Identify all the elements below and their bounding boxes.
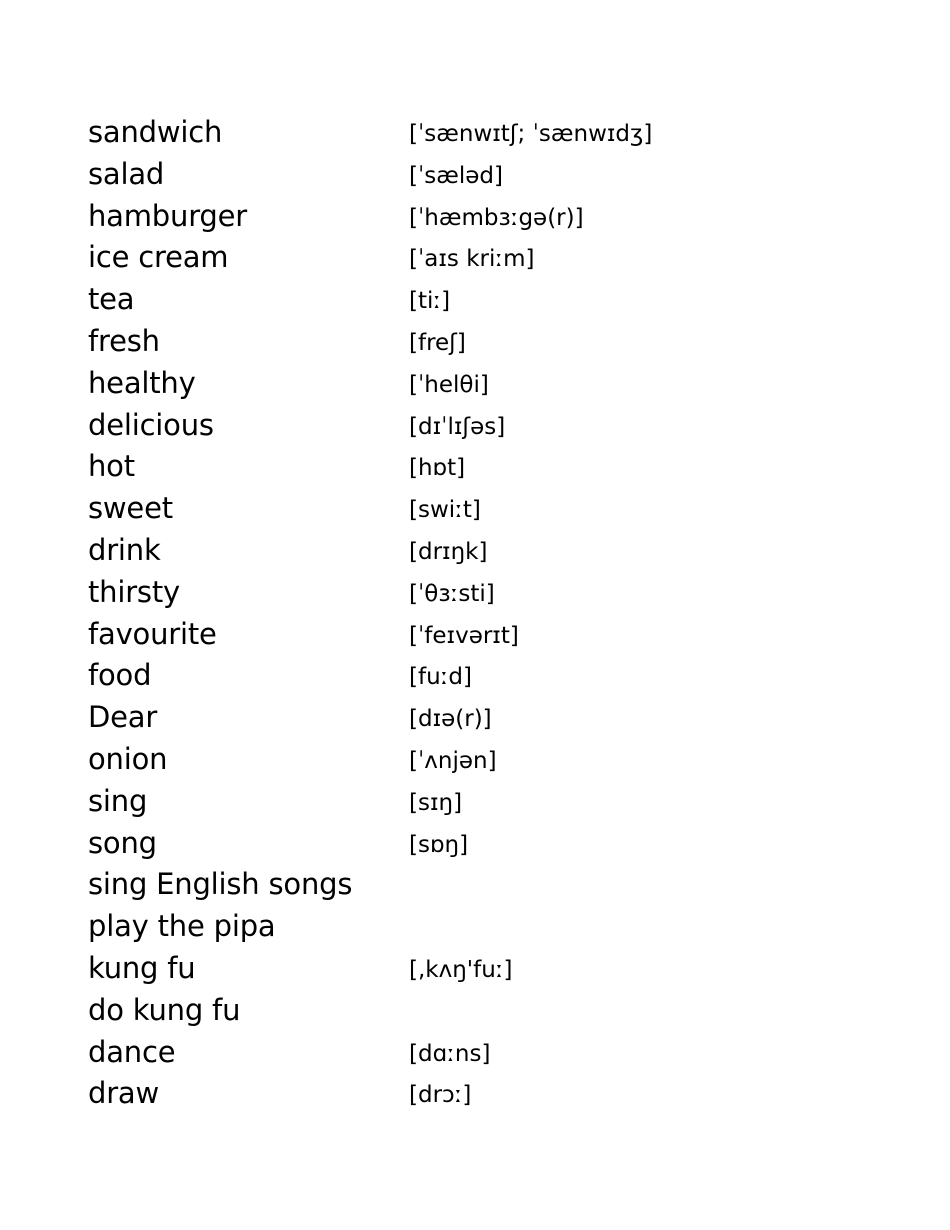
vocab-word: tea: [88, 282, 135, 317]
vocab-row: [88, 488, 868, 530]
vocab-phonetic: [hɒt]: [409, 455, 466, 482]
vocab-phonetic: [ˈsænwɪtʃ; ˈsænwɪdʒ]: [409, 121, 653, 147]
vocab-phonetic: [swiːt]: [409, 497, 481, 524]
vocab-row: [88, 446, 868, 488]
vocab-row: [88, 363, 868, 405]
vocab-word: do kung fu: [88, 992, 241, 1027]
vocab-word: thirsty: [88, 574, 180, 609]
vocab-row: [88, 697, 868, 739]
vocab-word: play the pipa: [88, 909, 276, 944]
vocab-phonetic: [ˈhelθi]: [409, 371, 489, 398]
vocab-row: [88, 1032, 868, 1074]
vocab-word: salad: [88, 156, 165, 191]
vocab-word: delicious: [88, 407, 214, 442]
vocab-row: [88, 154, 868, 196]
vocab-phonetic: [dɑːns]: [409, 1040, 491, 1067]
vocab-word: hamburger: [88, 198, 247, 233]
vocab-row: [88, 739, 868, 781]
vocab-word: draw: [88, 1076, 160, 1111]
vocab-word: fresh: [88, 323, 160, 358]
vocab-phonetic: [sɪŋ]: [409, 789, 463, 816]
vocab-phonetic: [ˈfeɪvərɪt]: [409, 622, 519, 649]
vocab-phonetic: [fuːd]: [409, 664, 472, 691]
vocab-row: [88, 279, 868, 321]
vocab-word: healthy: [88, 365, 196, 400]
vocab-phonetic: [sɒŋ]: [409, 831, 469, 858]
vocab-word: favourite: [88, 616, 217, 651]
vocab-row: [88, 906, 868, 948]
vocab-phonetic: [ˈθɜːsti]: [409, 580, 495, 607]
vocab-phonetic: [dɪə(r)]: [409, 706, 492, 733]
vocab-word: sandwich: [88, 115, 223, 149]
vocab-phonetic: [ˈsæləd]: [409, 162, 503, 189]
vocab-row: [88, 864, 868, 906]
vocab-row: [88, 990, 868, 1032]
vocab-phonetic: [ˈhæmbɜːgə(r)]: [409, 204, 584, 231]
vocab-row: [88, 823, 868, 865]
vocab-word: Dear: [88, 700, 158, 735]
vocab-word: food: [88, 658, 152, 693]
vocab-phonetic: [freʃ]: [409, 329, 466, 356]
vocab-row: [88, 321, 868, 363]
vocabulary-list: [88, 112, 868, 1115]
vocab-word: onion: [88, 741, 168, 776]
vocab-row: [88, 614, 868, 656]
vocab-word: kung fu: [88, 950, 196, 985]
vocab-row: [88, 237, 868, 279]
vocab-phonetic: [dɪˈlɪʃəs]: [409, 413, 506, 440]
vocab-word: sing English songs: [88, 867, 353, 902]
vocab-phonetic: [drɔː]: [409, 1082, 472, 1109]
vocab-row: [88, 948, 868, 990]
vocab-word: drink: [88, 532, 161, 567]
vocab-phonetic: [,kʌŋ'fuː]: [409, 956, 513, 983]
vocab-row: [88, 112, 868, 154]
vocab-row: [88, 781, 868, 823]
vocab-row: [88, 1073, 868, 1115]
vocab-phonetic: [ˈʌnjən]: [409, 747, 497, 774]
vocab-word: dance: [88, 1034, 176, 1069]
vocab-word: hot: [88, 449, 135, 484]
vocab-word: sweet: [88, 491, 173, 526]
vocab-word: song: [88, 825, 157, 860]
vocab-row: [88, 655, 868, 697]
vocab-row: [88, 572, 868, 614]
vocab-row: [88, 405, 868, 447]
vocab-word: ice cream: [88, 240, 229, 275]
vocab-phonetic: [tiː]: [409, 288, 451, 315]
vocab-phonetic: [drɪŋk]: [409, 538, 488, 565]
vocab-row: [88, 196, 868, 238]
vocab-phonetic: [ˈaɪs kriːm]: [409, 246, 535, 273]
vocab-word: sing: [88, 783, 148, 818]
vocab-row: [88, 530, 868, 572]
